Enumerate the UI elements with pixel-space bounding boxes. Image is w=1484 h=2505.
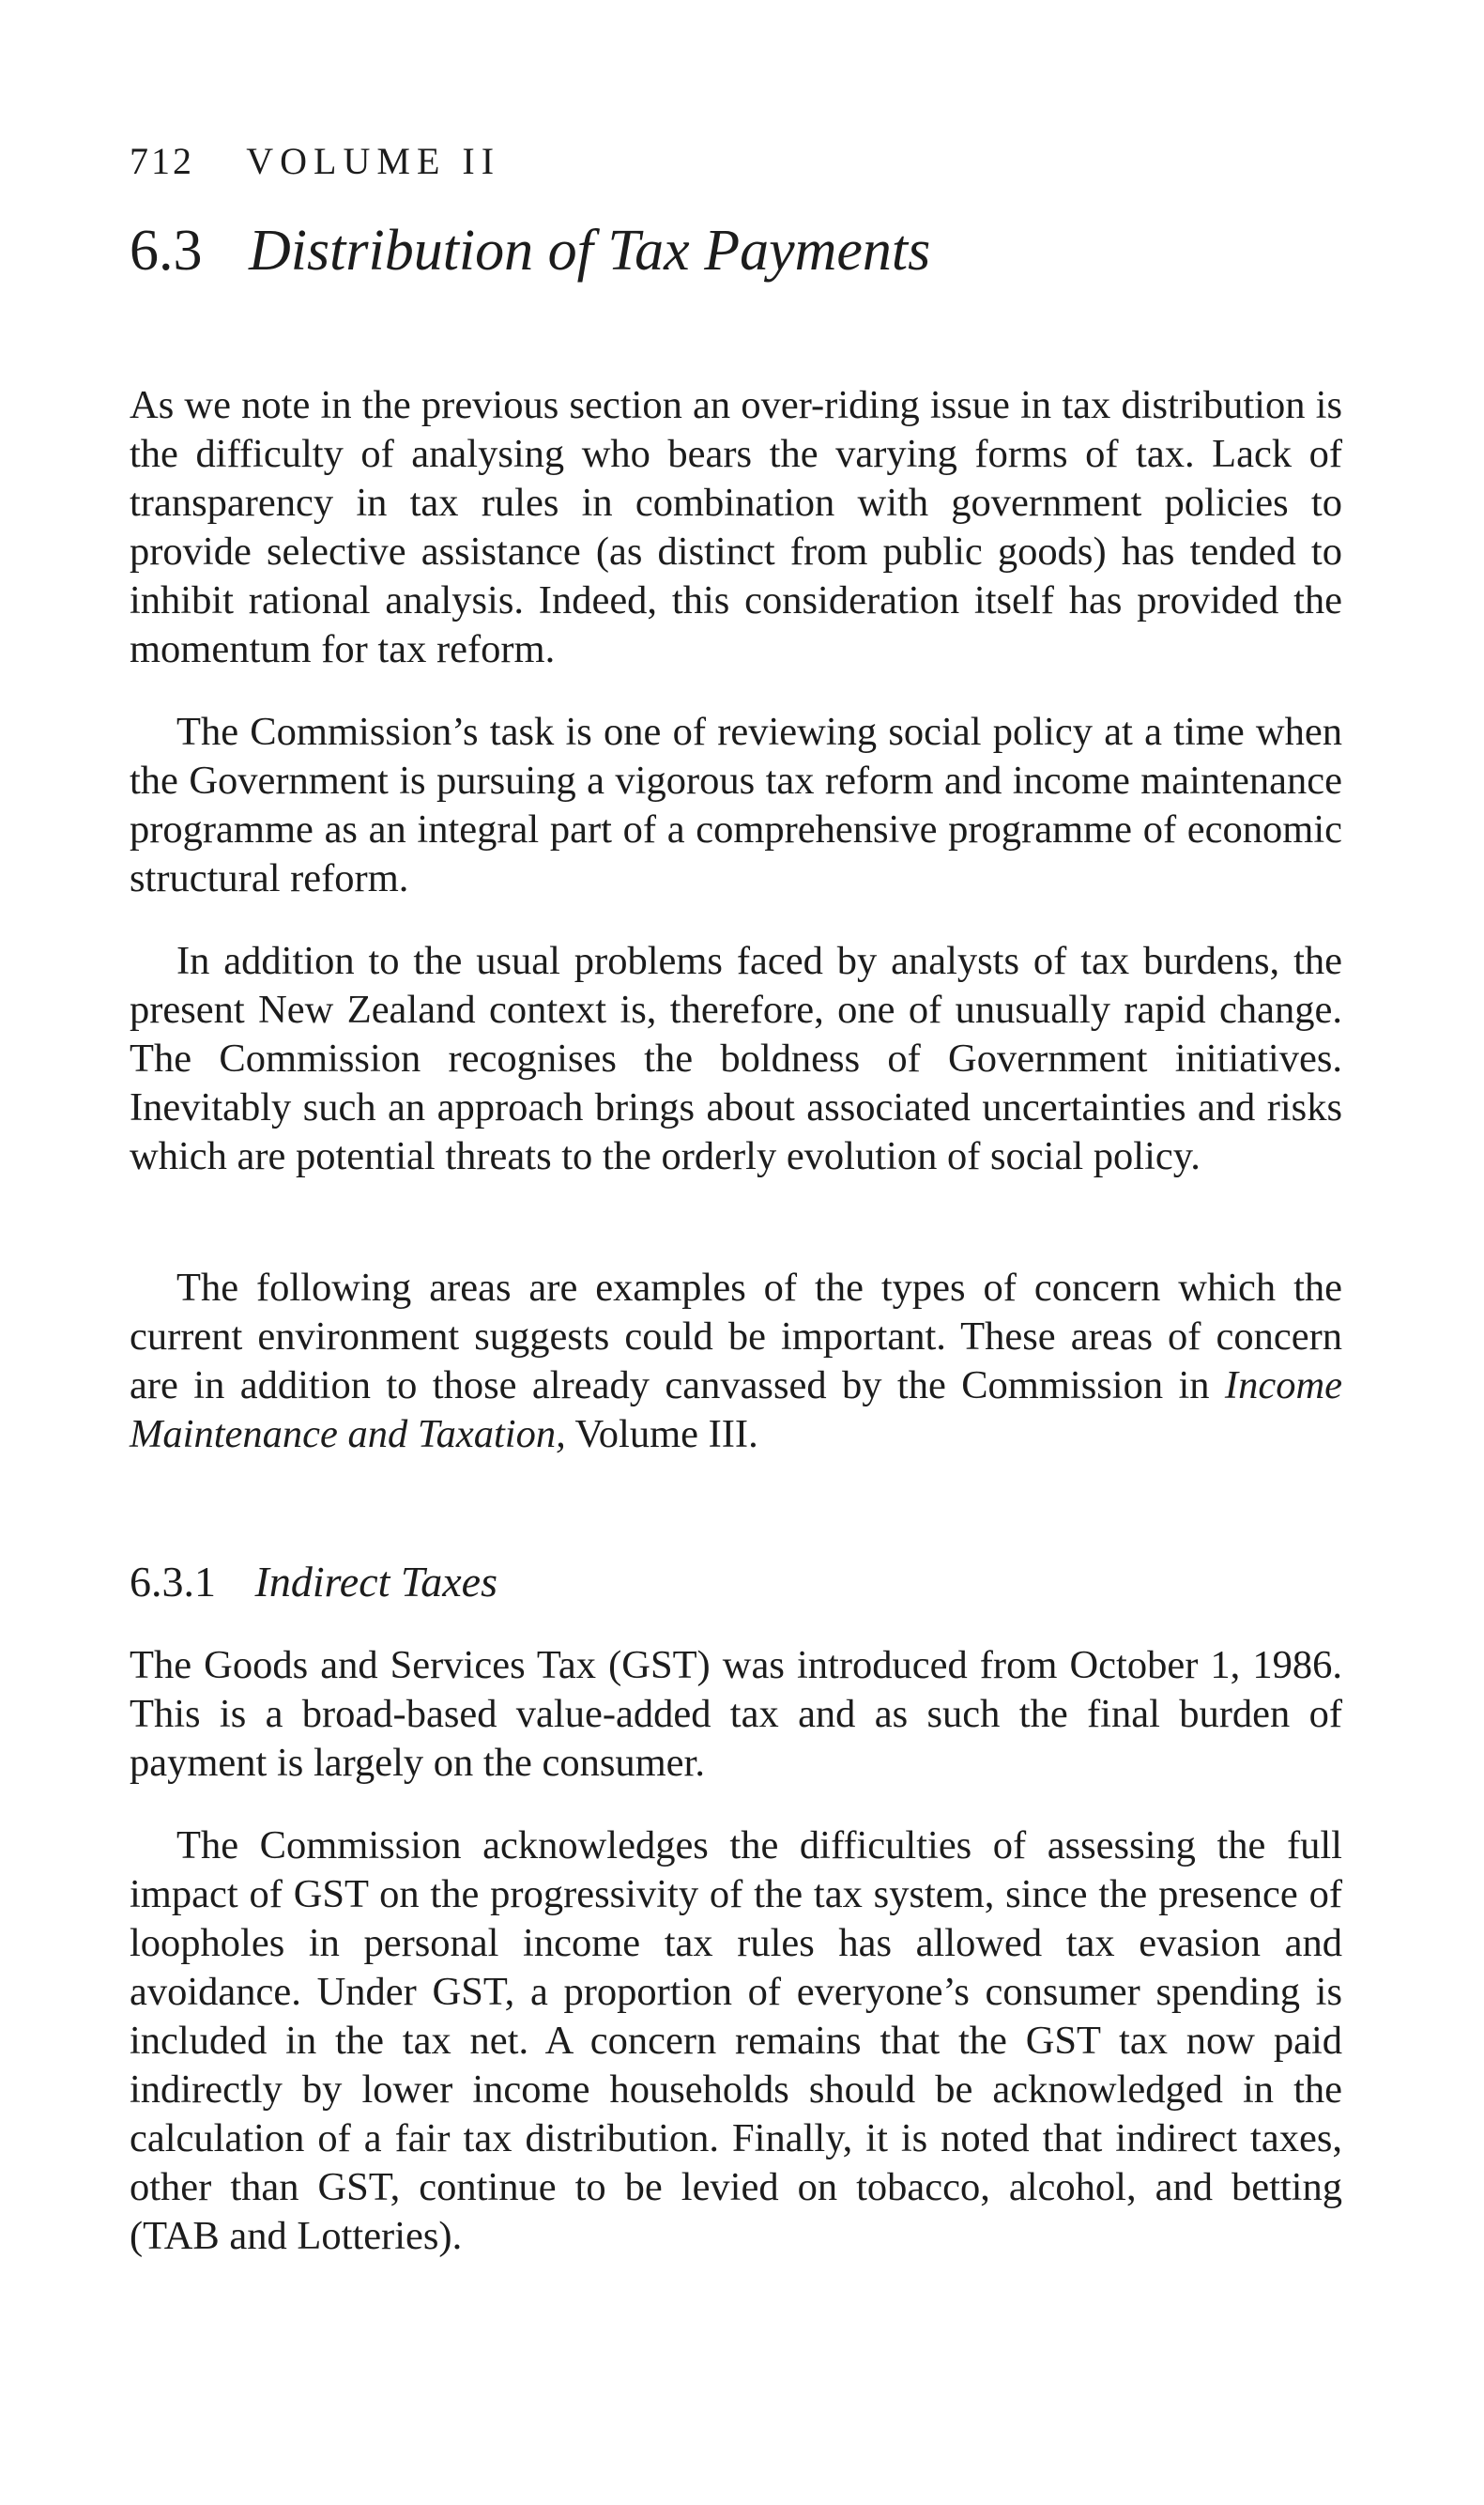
page-number: 712 <box>130 140 194 182</box>
publication-title: Income Maintenance and Taxation, <box>130 1363 1342 1456</box>
subsection-paragraph-1: The Goods and Services Tax (GST) was introduced from October 1, 1986. This is a broad-based value-added tax and as such the final burden of payment is largely on the consumer. <box>130 1643 1342 1785</box>
section-title: Distribution of Tax Payments <box>249 219 931 283</box>
subsection-number: 6.3.1 <box>130 1558 216 1606</box>
subsection-title: Indirect Taxes <box>254 1558 498 1606</box>
section-heading <box>130 218 930 284</box>
paragraph-4-tail: Volume III. <box>565 1412 758 1456</box>
body-paragraph-2: The Commission’s task is one of reviewing social policy at a time when the Government is pursuing a vigorous tax reform and income maintenance programme as an integral part of a comprehensive programme of economic structural reform. <box>130 710 1342 900</box>
subsection-paragraph-2: The Commission acknowledges the difficulties of assessing the full impact of GST on the progressivity of the tax system, since the presence of loopholes in personal income tax rules has allowed tax evasion and avoidance. Under GST, a proportion of everyone’s consumer spending is included in the tax net. A concern remains that the GST tax now paid indirectly by lower income households should be acknowledged in the calculation of a fair tax distribution. Finally, it is noted that indirect taxes, other than GST, continue to be levied on tobacco, alcohol, and betting (TAB and Lotteries). <box>130 1823 1342 2258</box>
body-paragraph-1: As we note in the previous section an over-riding issue in tax distribution is the difficulty of analysing who bears the varying forms of tax. Lack of transparency in tax rules in combination with government policies to provide selective assistance (as distinct from public goods) has tended to inhibit rational analysis. Indeed, this consideration itself has provided the momentum for tax reform. <box>130 383 1342 671</box>
subsection-heading <box>130 1557 497 1606</box>
body-paragraph-4 <box>130 1264 1342 1459</box>
running-header <box>130 139 500 183</box>
section-number: 6.3 <box>130 219 203 283</box>
volume-label: VOLUME II <box>246 140 501 182</box>
paragraph-4-lead: The following areas are examples of the types of concern which the current environment suggests could be important. These areas of concern are in addition to those already canvassed by the Commission in <box>130 1266 1342 1407</box>
body-paragraph-3: In addition to the usual problems faced by analysts of tax burdens, the present New Zealand context is, therefore, one of unusually rapid change. The Commission recognises the boldness of Government initiatives. Inevitably such an approach brings about associated uncertainties and risks which are potential threats to the orderly evolution of social policy. <box>130 939 1342 1178</box>
